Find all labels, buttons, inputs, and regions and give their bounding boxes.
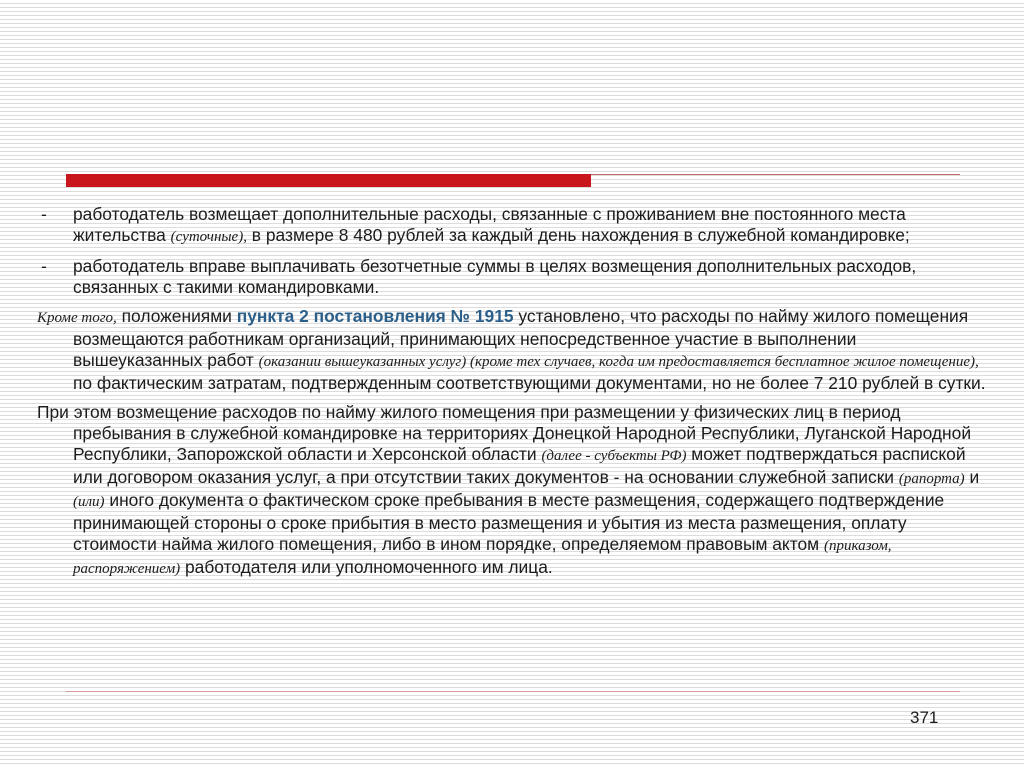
bullet-1-text-cont: в размере 8 480 рублей за каждый день нахождения в служебной командировке; [246,225,910,245]
para-1-italic-lead: Кроме того, [37,310,117,326]
slide-body [37,204,987,588]
para-1-italic-note: (оказании вышеуказанных услуг) (кроме тех случаев, когда им предоставляется бесплатное жилое помещение), [258,354,979,370]
decree-reference: пункта 2 постановления № 1915 [236,306,514,326]
para-2-italic-order: (приказом, распоряжением) [73,538,892,577]
para-2-text-end: работодателя или уполномоченного им лица. [180,557,553,577]
para-2-text-doc: иного документа о фактическом сроке пребывания в месте размещения, содержащего подтверждение принимающей стороны о сроке прибытия в место размещения и убытия из места размещения, оплату стоимости найма жилого помещения, либо в ином порядке, определяемом правовым актом [73,490,945,554]
title-accent-bar [66,174,591,187]
bullet-item-1 [37,204,987,248]
para-2-text-and: и [964,467,980,487]
bullet-item-2 [37,256,987,298]
bullet-1-italic-note: (суточные), [170,229,247,245]
para-2-text-cont: может подтверждаться распиской или договором оказания услуг, а при отсутствии таких документов - на основании служебной записки [73,444,966,487]
bullet-2-text: работодатель вправе выплачивать безотчетные суммы в целях возмещения дополнительных расходов, связанных с такими командировками. [73,256,917,297]
para-2-italic-subjects: (далее - субъекты РФ) [541,448,687,464]
page-number: 371 [910,708,939,727]
bullet-dash: - [41,256,47,276]
para-2-italic-or: (или) [73,494,105,510]
para-2-italic-report: (рапорта) [898,471,965,487]
bullet-1-text: работодатель возмещает дополнительные расходы, связанные с проживанием вне постоянного места жительства [73,204,906,245]
paragraph-new-regions [37,402,987,580]
para-1-text-end: по фактическим затратам, подтвержденным соответствующими документами, но не более 7 210 рублей в сутки. [73,373,986,393]
para-2-text: При этом возмещение расходов по найму жилого помещения при размещении у физических лиц в период пребывания в служебной командировке на территориях Донецкой Народной Республики, Луганской Народной Республики, Запорожской области и Херсонской области [37,402,972,464]
para-1-text-cont: установлено, что расходы по найму жилого помещения возмещаются работникам организаций, принимающих непосредственное участие в выполнении вышеуказанных работ [73,306,969,370]
bottom-divider-line [66,691,960,692]
bullet-dash: - [41,204,47,224]
para-1-text: положениями [116,306,237,326]
paragraph-decree-1915 [37,306,987,394]
